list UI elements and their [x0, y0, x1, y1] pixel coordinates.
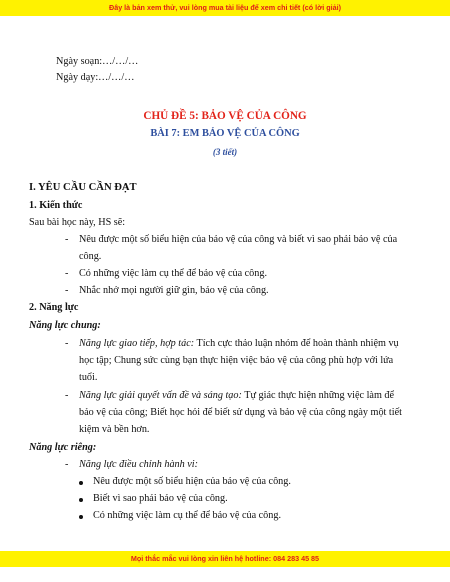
topic-title: CHỦ ĐỀ 5: BẢO VỆ CỦA CÔNG	[143, 110, 307, 122]
communication-text: Tích cực thảo luận nhóm để hoàn thành nhiệm vụ	[194, 338, 399, 349]
dash-marker: -	[65, 285, 69, 296]
general-competence-heading: Năng lực chung:	[29, 320, 101, 331]
competence-heading: 2. Năng lực	[29, 302, 79, 313]
communication-item	[79, 338, 399, 350]
communication-text-cont: học tập; Chung sức cùng bạn thực hiện việc bảo vệ của công phù hợp với lứa	[79, 355, 394, 366]
knowledge-item-1: Nêu được một số biểu hiện của bảo vệ của công và biết vì sao phải bảo vệ của	[79, 234, 398, 245]
ngay-soan: Ngày soạn:…/…/…	[56, 56, 139, 67]
hotline-banner: Mọi thắc mắc vui lòng xin liên hệ hotline: 084 283 45 85	[0, 551, 450, 567]
dash-marker: -	[65, 234, 69, 245]
communication-text-end: tuổi.	[79, 372, 98, 383]
bullet-icon	[79, 515, 83, 519]
knowledge-item-1-cont: công.	[79, 251, 102, 262]
ngay-day: Ngày dạy:…/…/…	[56, 72, 135, 83]
bullet-icon	[79, 481, 83, 485]
dash-marker: -	[65, 459, 69, 470]
dash-marker: -	[65, 338, 69, 349]
bullet-item-3: Có những việc làm cụ thể để bảo vệ của công.	[93, 510, 281, 521]
knowledge-item-2: Có những việc làm cụ thể để bảo vệ của công.	[79, 268, 267, 279]
specific-competence-heading: Năng lực riêng:	[29, 442, 97, 453]
problem-solving-text-cont: bảo vệ của công; Biết học hỏi để biết sử dụng và bảo vệ của công ngày một tiết	[79, 407, 402, 418]
bullet-item-1: Nêu được một số biểu hiện của bảo vệ của công.	[93, 476, 291, 487]
behavior-adjust-label: Năng lực điều chỉnh hành vi:	[79, 459, 199, 470]
knowledge-intro: Sau bài học này, HS sẽ:	[29, 217, 126, 228]
problem-solving-item	[79, 390, 394, 402]
dash-marker: -	[65, 268, 69, 279]
section-heading: I. YÊU CẦU CẦN ĐẠT	[29, 182, 137, 193]
problem-solving-text-end: kiệm và bền hơn.	[79, 424, 150, 435]
problem-solving-text: Tự giác thực hiện những việc làm để	[241, 390, 395, 401]
preview-banner: Đây là bản xem thử, vui lòng mua tài liệu để xem chi tiết (có lời giải)	[0, 0, 450, 16]
problem-solving-label: Năng lực giải quyết vấn đề và sáng tạo:	[79, 390, 242, 401]
knowledge-heading: 1. Kiến thức	[29, 200, 83, 211]
knowledge-item-3: Nhắc nhở mọi người giữ gìn, bảo vệ của công.	[79, 285, 269, 296]
lesson-title: BÀI 7: EM BẢO VỆ CỦA CÔNG	[150, 128, 300, 139]
period-count: (3 tiết)	[212, 147, 238, 157]
dash-marker: -	[65, 390, 69, 401]
communication-label: Năng lực giao tiếp, hợp tác:	[79, 338, 195, 349]
bullet-item-2: Biết vì sao phải bảo vệ của công.	[93, 493, 228, 504]
bullet-icon	[79, 498, 83, 502]
